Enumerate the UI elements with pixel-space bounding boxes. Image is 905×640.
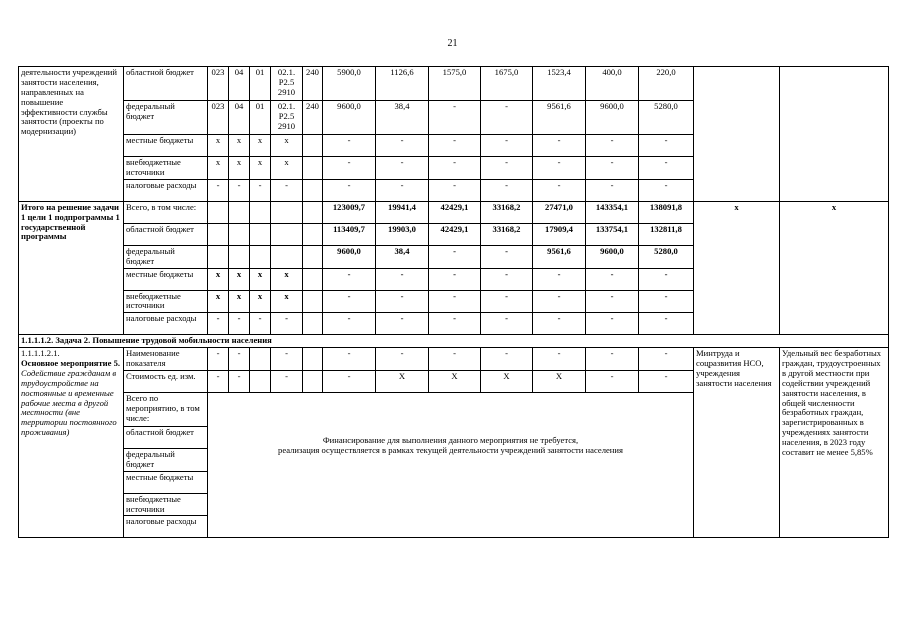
cell-value: - [376, 348, 429, 371]
cell-code: х [229, 268, 250, 290]
cell-code: - [271, 370, 303, 392]
cell-source: областной бюджет [124, 67, 208, 101]
cell-source: внебюджетные источники [124, 290, 208, 313]
block3-description [19, 348, 124, 538]
block3-executor: Минтруда и соцразвития НСО, учреждения занятости населения [694, 348, 780, 538]
cell-code [303, 348, 323, 371]
cell-code: х [229, 135, 250, 157]
cell-code [229, 201, 250, 223]
cell-code: - [271, 179, 303, 201]
cell-value: - [481, 348, 533, 371]
cell-code: х [250, 268, 271, 290]
table-wrapper [18, 66, 888, 585]
cell-value: 9600,0 [586, 101, 639, 135]
cell-value: 9600,0 [323, 101, 376, 135]
cell-value: - [376, 135, 429, 157]
block2-indicator: х [780, 201, 889, 335]
cell-code: 01 [250, 67, 271, 101]
section-row [19, 335, 889, 348]
cell-value: 220,0 [639, 67, 694, 101]
cell-code: х [229, 290, 250, 313]
cell-value: - [429, 290, 481, 313]
cell-value: - [533, 268, 586, 290]
cell-value: - [481, 313, 533, 335]
cell-code [250, 348, 271, 371]
cell-value: 19941,4 [376, 201, 429, 223]
cell-code: 02.1. Р2.5 2910 [271, 101, 303, 135]
cell-value: 1675,0 [481, 67, 533, 101]
cell-value: - [429, 179, 481, 201]
cell-code: х [250, 157, 271, 180]
cell-code: 04 [229, 101, 250, 135]
cell-value: - [586, 135, 639, 157]
cell-source: Всего по мероприятию, в том числе: [124, 392, 208, 426]
block3-indicator: Удельный вес безработных граждан, трудоустроенных в другой местности при содействии учреждений занятости населения, в общей численности безработных граждан, зарегистрированных в учреждениях занятости населения, в 2023 году составит не менее 5,85% [780, 348, 889, 538]
cell-value: 143354,1 [586, 201, 639, 223]
cell-value: - [429, 268, 481, 290]
budget-table [18, 66, 889, 538]
cell-value: 17909,4 [533, 223, 586, 245]
cell-value: 42429,1 [429, 201, 481, 223]
block1-indicator [780, 67, 889, 202]
page-number: 21 [447, 38, 458, 49]
cell-code [303, 245, 323, 268]
cell-value: - [323, 157, 376, 180]
cell-source: внебюджетные источники [124, 493, 208, 516]
cell-code: - [229, 313, 250, 335]
cell-source: Наименование показателя [124, 348, 208, 371]
cell-value: - [323, 268, 376, 290]
cell-code [303, 179, 323, 201]
cell-value: - [533, 179, 586, 201]
cell-code [303, 370, 323, 392]
cell-source: федеральный бюджет [124, 101, 208, 135]
cell-value: 400,0 [586, 67, 639, 101]
cell-source: областной бюджет [124, 426, 208, 448]
cell-value: - [586, 268, 639, 290]
cell-code [229, 245, 250, 268]
cell-value: 38,4 [376, 101, 429, 135]
cell-code: 240 [303, 101, 323, 135]
cell-code: 023 [208, 67, 229, 101]
cell-code: - [271, 348, 303, 371]
cell-value: - [376, 290, 429, 313]
cell-value: - [533, 348, 586, 371]
table-row [19, 348, 889, 371]
financing-note-line1: Финансирование для выполнения данного мероприятия не требуется, [322, 434, 579, 445]
cell-value: - [639, 290, 694, 313]
table-row [19, 201, 889, 223]
cell-value: - [481, 135, 533, 157]
cell-value: 132811,8 [639, 223, 694, 245]
cell-value: - [429, 313, 481, 335]
cell-code [250, 223, 271, 245]
cell-value: 33168,2 [481, 201, 533, 223]
cell-code: - [250, 313, 271, 335]
cell-code: - [208, 313, 229, 335]
cell-value: 113409,7 [323, 223, 376, 245]
cell-code: х [208, 290, 229, 313]
cell-value: 138091,8 [639, 201, 694, 223]
cell-code [303, 290, 323, 313]
cell-value: 27471,0 [533, 201, 586, 223]
cell-value: - [639, 179, 694, 201]
cell-value: 42429,1 [429, 223, 481, 245]
cell-value: Х [429, 370, 481, 392]
cell-value: - [533, 157, 586, 180]
cell-code [271, 223, 303, 245]
cell-value: - [481, 290, 533, 313]
block3-code: 1.1.1.1.2.1. [21, 348, 60, 359]
cell-source: внебюджетные источники [124, 157, 208, 180]
cell-value: - [429, 348, 481, 371]
cell-code: - [250, 179, 271, 201]
cell-value: 19903,0 [376, 223, 429, 245]
cell-value: - [586, 313, 639, 335]
cell-value: - [533, 290, 586, 313]
cell-source: Всего, в том числе: [124, 201, 208, 223]
cell-value: - [323, 179, 376, 201]
cell-value: - [533, 313, 586, 335]
cell-source: местные бюджеты [124, 471, 208, 493]
section-title: 1.1.1.1.2. Задача 2. Повышение трудовой мобильности населения [19, 335, 889, 348]
cell-value: - [639, 157, 694, 180]
cell-code: х [271, 290, 303, 313]
table-body [19, 67, 889, 538]
cell-value: - [323, 370, 376, 392]
cell-code [303, 201, 323, 223]
cell-source: налоговые расходы [124, 516, 208, 538]
cell-value: Х [481, 370, 533, 392]
cell-value: - [639, 348, 694, 371]
cell-code [303, 313, 323, 335]
cell-code: - [271, 313, 303, 335]
cell-value: - [481, 245, 533, 268]
cell-code [303, 268, 323, 290]
cell-value: - [533, 135, 586, 157]
cell-value: - [586, 157, 639, 180]
cell-value: 9600,0 [586, 245, 639, 268]
block1-executor [694, 67, 780, 202]
cell-code: х [208, 157, 229, 180]
cell-value: - [323, 348, 376, 371]
cell-value: - [323, 290, 376, 313]
cell-value: 33168,2 [481, 223, 533, 245]
cell-code: х [271, 135, 303, 157]
block3-text: Содействие гражданам в трудоустройстве на постоянные и временные рабочие места в другой местности (вне территории постоянного проживания) [21, 367, 117, 438]
cell-value: 5900,0 [323, 67, 376, 101]
cell-value: - [376, 179, 429, 201]
cell-code: 240 [303, 67, 323, 101]
cell-code: х [250, 290, 271, 313]
cell-code [303, 135, 323, 157]
cell-value: 1126,6 [376, 67, 429, 101]
cell-value: Х [376, 370, 429, 392]
cell-value: - [639, 135, 694, 157]
cell-value: 1523,4 [533, 67, 586, 101]
cell-code: х [208, 268, 229, 290]
cell-code [208, 223, 229, 245]
financing-note [208, 392, 694, 538]
cell-value: 5280,0 [639, 245, 694, 268]
cell-code: 023 [208, 101, 229, 135]
cell-code [229, 223, 250, 245]
cell-value: - [376, 268, 429, 290]
cell-code: - [229, 179, 250, 201]
cell-value: - [586, 179, 639, 201]
cell-value: - [586, 290, 639, 313]
cell-source: местные бюджеты [124, 268, 208, 290]
cell-value: Х [533, 370, 586, 392]
cell-code: - [229, 370, 250, 392]
financing-note-line2: реализация осуществляется в рамках текущей деятельности учреждений занятости населения [278, 444, 623, 455]
cell-code [208, 201, 229, 223]
cell-code: - [229, 348, 250, 371]
cell-code [250, 370, 271, 392]
cell-value: - [639, 268, 694, 290]
cell-code: - [208, 370, 229, 392]
cell-code [250, 245, 271, 268]
cell-source: областной бюджет [124, 223, 208, 245]
block2-description: Итого на решение задачи 1 цели 1 подпрограммы 1 государственной программы [19, 201, 124, 335]
cell-value: - [323, 135, 376, 157]
cell-value: - [429, 135, 481, 157]
cell-code: - [208, 179, 229, 201]
cell-code: х [271, 268, 303, 290]
cell-code: х [208, 135, 229, 157]
cell-value: - [639, 313, 694, 335]
cell-value: - [323, 313, 376, 335]
cell-source: налоговые расходы [124, 179, 208, 201]
cell-code [208, 245, 229, 268]
cell-source: местные бюджеты [124, 135, 208, 157]
cell-source: налоговые расходы [124, 313, 208, 335]
cell-code [271, 201, 303, 223]
cell-source: федеральный бюджет [124, 448, 208, 471]
cell-value: - [376, 313, 429, 335]
cell-value: - [376, 157, 429, 180]
cell-value: - [481, 157, 533, 180]
cell-code [303, 223, 323, 245]
cell-value: - [586, 348, 639, 371]
cell-value: 123009,7 [323, 201, 376, 223]
cell-code: 01 [250, 101, 271, 135]
cell-value: - [586, 370, 639, 392]
cell-source: федеральный бюджет [124, 245, 208, 268]
cell-code: х [229, 157, 250, 180]
cell-code: - [208, 348, 229, 371]
cell-code [271, 245, 303, 268]
cell-value: 9561,6 [533, 245, 586, 268]
block3-name: Основное мероприятие 5. [21, 358, 121, 368]
cell-value: - [481, 179, 533, 201]
cell-code [250, 201, 271, 223]
cell-code: х [250, 135, 271, 157]
cell-code: 02.1. Р2.5 2910 [271, 67, 303, 101]
cell-value: 133754,1 [586, 223, 639, 245]
cell-value: 9561,6 [533, 101, 586, 135]
cell-value: 5280,0 [639, 101, 694, 135]
block2-executor: х [694, 201, 780, 335]
cell-code: х [271, 157, 303, 180]
cell-value: 9600,0 [323, 245, 376, 268]
cell-value: - [429, 157, 481, 180]
cell-code [303, 157, 323, 180]
cell-value: - [481, 268, 533, 290]
cell-value: - [429, 245, 481, 268]
cell-value: 38,4 [376, 245, 429, 268]
cell-value: 1575,0 [429, 67, 481, 101]
block1-description: деятельности учреждений занятости населения, направленных на повышение эффективности службы занятости (проекты по модернизации) [19, 67, 124, 202]
table-row [19, 67, 889, 101]
cell-value: - [481, 101, 533, 135]
cell-value: - [639, 370, 694, 392]
cell-source: Стоимость ед. изм. [124, 370, 208, 392]
cell-code: 04 [229, 67, 250, 101]
cell-value: - [429, 101, 481, 135]
